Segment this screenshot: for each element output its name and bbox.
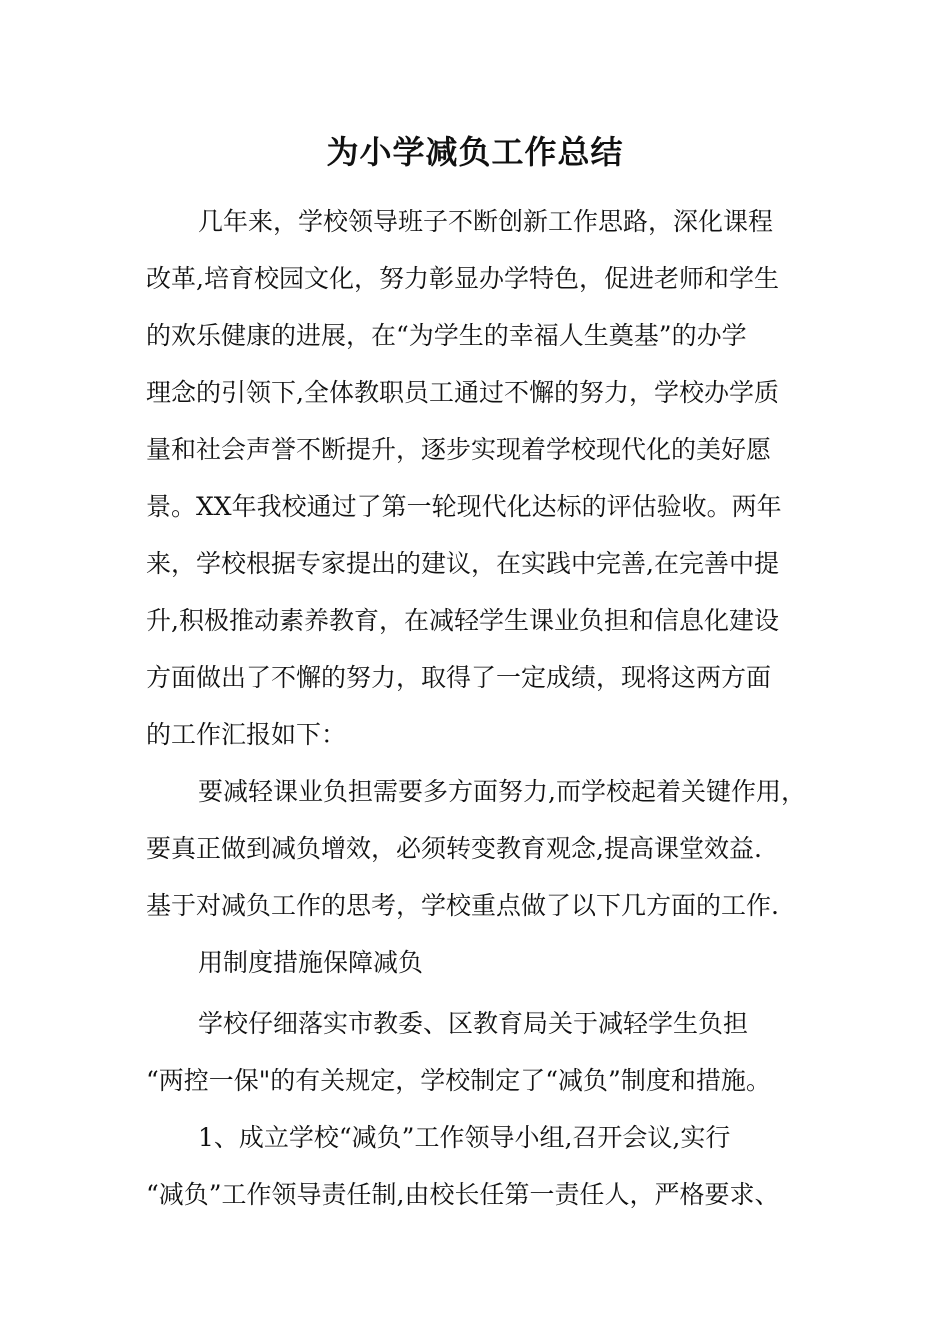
paragraph-line: 基于对减负工作的思考，学校重点做了以下几方面的工作. (146, 891, 779, 920)
paragraph-line: 改革,培育校园文化，努力彰显办学特色，促进老师和学生 (146, 264, 779, 293)
paragraph-line: 景。XX年我校通过了第一轮现代化达标的评估验收。两年 (146, 492, 782, 521)
list-item-line: “减负”工作领导责任制,由校长任第一责任人，严格要求、 (146, 1180, 780, 1209)
paragraph-line: 量和社会声誉不断提升，逐步实现着学校现代化的美好愿 (146, 435, 772, 464)
paragraph-line: 要真正做到减负增效，必须转变教育观念,提高课堂效益. (146, 834, 762, 863)
paragraph-line: “两控一保"的有关规定，学校制定了“减负”制度和措施。 (146, 1066, 771, 1095)
paragraph-line: 理念的引领下,全体教职员工通过不懈的努力，学校办学质 (146, 378, 779, 407)
paragraph-line: 的工作汇报如下： (146, 720, 347, 749)
document-title: 为小学减负工作总结 (326, 133, 624, 171)
paragraph-line: 要减轻课业负担需要多方面努力,而学校起着关键作用， (198, 777, 806, 806)
paragraph-line: 的欢乐健康的进展，在“为学生的幸福人生奠基”的办学 (146, 321, 747, 350)
list-item-line: 1、成立学校“减负”工作领导小组,召开会议,实行 (198, 1123, 731, 1152)
paragraph-line: 升,积极推动素养教育，在减轻学生课业负担和信息化建设 (146, 606, 779, 635)
section-heading: 用制度措施保障减负 (198, 948, 424, 977)
paragraph-line: 方面做出了不懈的努力，取得了一定成绩，现将这两方面 (146, 663, 772, 692)
paragraph-line: 来，学校根据专家提出的建议，在实践中完善,在完善中提 (146, 549, 779, 578)
paragraph-line: 学校仔细落实市教委、区教育局关于减轻学生负担 (198, 1009, 749, 1038)
paragraph-line: 几年来，学校领导班子不断创新工作思路，深化课程 (198, 207, 774, 236)
